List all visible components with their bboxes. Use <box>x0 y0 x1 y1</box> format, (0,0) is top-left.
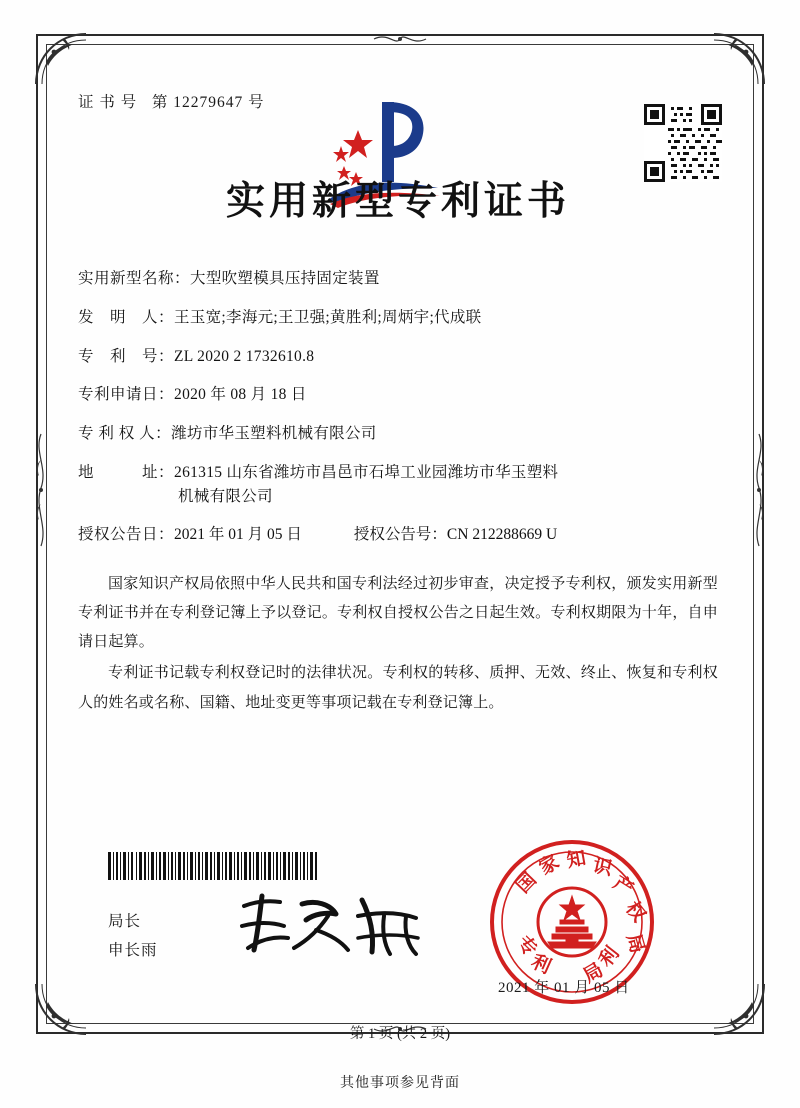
field-row-patentee <box>78 425 718 443</box>
legal-paragraphs <box>78 570 718 718</box>
legal-paragraph: 专利证书记载专利权登记时的法律状况。专利权的转移、质押、无效、终止、恢复和专利权人的姓名或名称、国籍、地址变更等事项记载在专利登记簿上。 <box>78 665 718 711</box>
svg-text:权: 权 <box>621 898 650 927</box>
field-value: 王玉宽;李海元;王卫强;黄胜利;周炳宇;代成联 <box>174 308 482 326</box>
svg-text:知: 知 <box>565 847 588 872</box>
field-label: 专 利 权 人： <box>78 425 172 443</box>
svg-text:家: 家 <box>536 851 563 880</box>
corner-ornament-icon <box>712 32 766 86</box>
field-value: ZL 2020 2 1732610.8 <box>174 347 315 365</box>
svg-text:局: 局 <box>580 959 607 988</box>
certificate-number-label: 证 书 号 <box>78 94 138 111</box>
field-row-inventors <box>78 309 718 327</box>
field-label: 发 明 人： <box>78 308 175 326</box>
legal-paragraph: 国家知识产权局依照中华人民共和国专利法经过初步审查，决定授予专利权，颁发实用新型专利证书并在专利登记簿上予以登记。专利权自授权公告之日起生效。专利权期限为十年，自申请日起算。 <box>78 575 718 650</box>
svg-text:国: 国 <box>512 869 541 898</box>
signer-block <box>108 908 158 965</box>
side-ornament-icon <box>748 430 770 555</box>
svg-text:局: 局 <box>622 931 648 956</box>
barcode-icon <box>108 852 320 880</box>
svg-text:利: 利 <box>595 943 624 972</box>
field-value: 261315 山东省潍坊市昌邑市石埠工业园潍坊市华玉塑料 <box>174 464 559 482</box>
grant-date-label: 授权公告日： <box>78 525 175 543</box>
field-value: 大型吹塑模具压持固定装置 <box>190 270 380 287</box>
seal-date: 2021 年 01 月 05 日 <box>498 980 630 996</box>
grant-date-value: 2021 年 01 月 05 日 <box>174 525 302 543</box>
top-ornament-icon <box>372 28 428 55</box>
field-label: 专利申请日： <box>78 386 175 404</box>
field-row-patent-number <box>78 348 718 366</box>
grant-number-value: CN 212288669 U <box>446 525 558 543</box>
field-list <box>78 270 718 544</box>
svg-text:专: 专 <box>512 932 541 961</box>
field-row-grant-announcement <box>78 526 718 544</box>
side-ornament-icon <box>30 430 52 555</box>
certificate-number-value: 第 12279647 号 <box>151 94 265 111</box>
footnote: 其他事项参见背面 <box>340 1076 460 1091</box>
field-value-continuation: 机械有限公司 <box>178 487 273 505</box>
field-row-address <box>78 464 718 506</box>
svg-text:识: 识 <box>590 855 614 880</box>
certificate-content <box>78 90 718 720</box>
field-value: 2020 年 08 月 18 日 <box>174 386 307 404</box>
grant-number-label: 授权公告号： <box>353 525 447 543</box>
field-label: 实用新型名称： <box>78 270 191 287</box>
page-number: 第 1 页 (共 2 页) <box>349 1026 451 1042</box>
page-title: 实用新型专利证书 <box>225 180 570 223</box>
field-row-utility-model-name <box>78 270 718 288</box>
corner-ornament-icon <box>34 32 88 86</box>
field-label: 专 利 号： <box>78 347 175 365</box>
field-value: 潍坊市华玉塑料机械有限公司 <box>171 425 377 443</box>
field-row-application-date <box>78 386 718 404</box>
signer-name: 申长雨 <box>108 941 158 959</box>
field-label: 地 址： <box>78 464 175 482</box>
svg-text:产: 产 <box>609 872 637 901</box>
certificate-number <box>78 90 718 112</box>
signer-title: 局长 <box>108 913 142 930</box>
svg-text:利: 利 <box>527 951 554 979</box>
handwritten-signature-icon <box>232 890 432 960</box>
